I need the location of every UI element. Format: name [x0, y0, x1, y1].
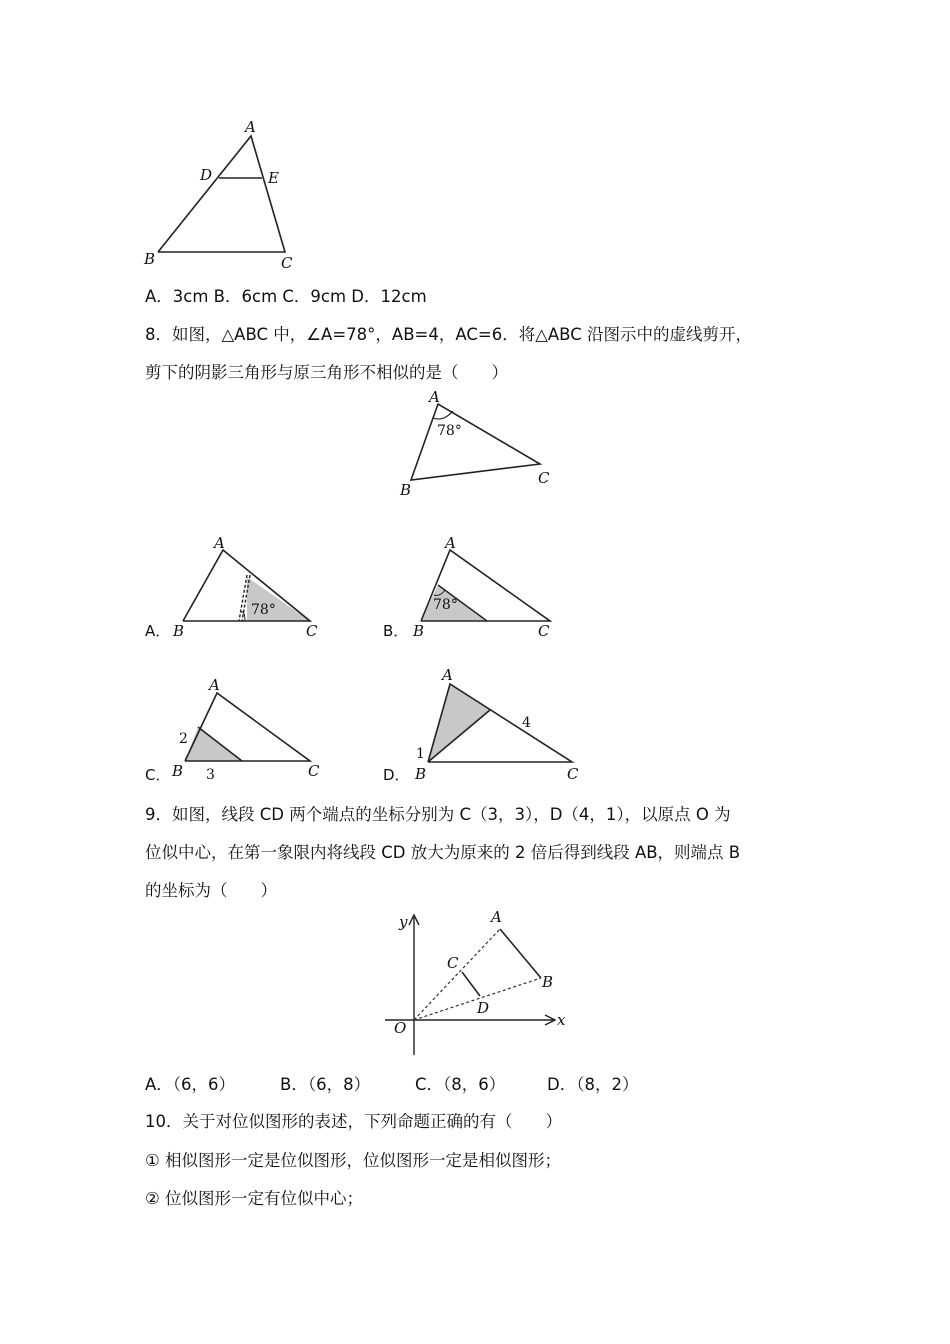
q8-option-c-label-c: C	[308, 762, 320, 780]
q8-option-a-label-a: A	[214, 535, 225, 552]
q7-label-d: D	[200, 166, 213, 184]
q9-label-c: C	[447, 954, 459, 972]
q9-label-d: D	[477, 999, 490, 1017]
q8-option-d-label-a: A	[442, 666, 453, 684]
q7-label-a: A	[245, 118, 256, 136]
q8-option-c-label[interactable]: C．	[145, 766, 171, 784]
q8-main-label-a: A	[429, 388, 440, 406]
q9-option-c[interactable]: C．（8，6）	[415, 1075, 506, 1094]
q9-options	[145, 1073, 638, 1097]
q9-label-x: x	[557, 1011, 566, 1029]
q9-label-b: B	[542, 973, 554, 991]
q8-question-line2: 剪下的阴影三角形与原三角形不相似的是（ ）	[145, 363, 508, 382]
q9-question-line2: 位似中心，在第一象限内将线段 CD 放大为原来的 2 倍后得到线段 AB，则端点 B	[145, 843, 741, 862]
q8-option-d-label-c: C	[567, 765, 579, 783]
q8-option-d-n1: 1	[416, 746, 425, 762]
q10-item-2: ② 位似图形一定有位似中心；	[145, 1189, 364, 1208]
q7-label-e: E	[268, 169, 279, 187]
q9-option-d[interactable]: D．（8，2）	[547, 1075, 639, 1094]
q8-option-a-label-c: C	[306, 622, 318, 640]
q9-label-a: A	[491, 908, 502, 926]
q8-main-label-c: C	[538, 469, 550, 487]
q9-label-o: O	[394, 1019, 407, 1037]
q8-question-line1: 8．如图，△ABC 中，∠A=78°，AB=4，AC=6．将△ABC 沿图示中的虚线剪开，	[145, 325, 752, 344]
q9-question-line3: 的坐标为（ ）	[145, 881, 277, 900]
q9-option-b[interactable]: B．（6，8）	[280, 1075, 371, 1094]
q8-option-c-figure[interactable]	[165, 675, 330, 787]
q8-option-a-label-b: B	[173, 622, 185, 640]
q8-option-b-label-a: A	[445, 535, 456, 552]
q8-option-c-label-a: A	[209, 676, 220, 694]
q8-option-d-figure[interactable]	[405, 660, 590, 787]
q7-label-c: C	[281, 254, 293, 272]
q8-option-b-label[interactable]: B．	[383, 622, 409, 640]
q8-option-b-label-b: B	[413, 622, 425, 640]
q8-option-d-n4: 4	[522, 715, 531, 731]
q9-label-y: y	[399, 913, 408, 931]
q10-question-line1: 10．关于对位似图形的表述，下列命题正确的有（ ）	[145, 1112, 562, 1131]
q7-label-b: B	[144, 250, 156, 268]
q7-figure	[135, 115, 315, 275]
q10-item-1: ① 相似图形一定是位似图形，位似图形一定是相似图形；	[145, 1151, 562, 1170]
q8-option-b-label-c: C	[538, 622, 550, 640]
q9-figure	[380, 905, 570, 1060]
q8-option-b-angle: 78°	[433, 597, 458, 613]
q8-option-c-n2: 2	[179, 731, 188, 747]
q8-main-label-b: B	[400, 481, 412, 499]
q9-option-a[interactable]: A．（6，6）	[145, 1075, 236, 1094]
q8-option-d-label-b: B	[415, 765, 427, 783]
q9-question-line1: 9．如图，线段 CD 两个端点的坐标分别为 C（3，3），D（4，1），以原点 O 为	[145, 805, 731, 824]
q8-option-d-label[interactable]: D．	[383, 766, 410, 784]
q8-main-figure	[395, 388, 565, 503]
q8-option-a-figure[interactable]	[165, 535, 330, 645]
q8-option-a-label[interactable]: A．	[145, 622, 171, 640]
q8-option-a-angle: 78°	[251, 602, 276, 618]
q7-options: A．3cm B．6cm C．9cm D．12cm	[145, 287, 427, 306]
q8-option-b-figure[interactable]	[405, 535, 570, 645]
q8-main-angle: 78°	[437, 423, 462, 439]
q8-option-c-n3: 3	[206, 767, 215, 783]
q8-option-c-label-b: B	[172, 762, 184, 780]
